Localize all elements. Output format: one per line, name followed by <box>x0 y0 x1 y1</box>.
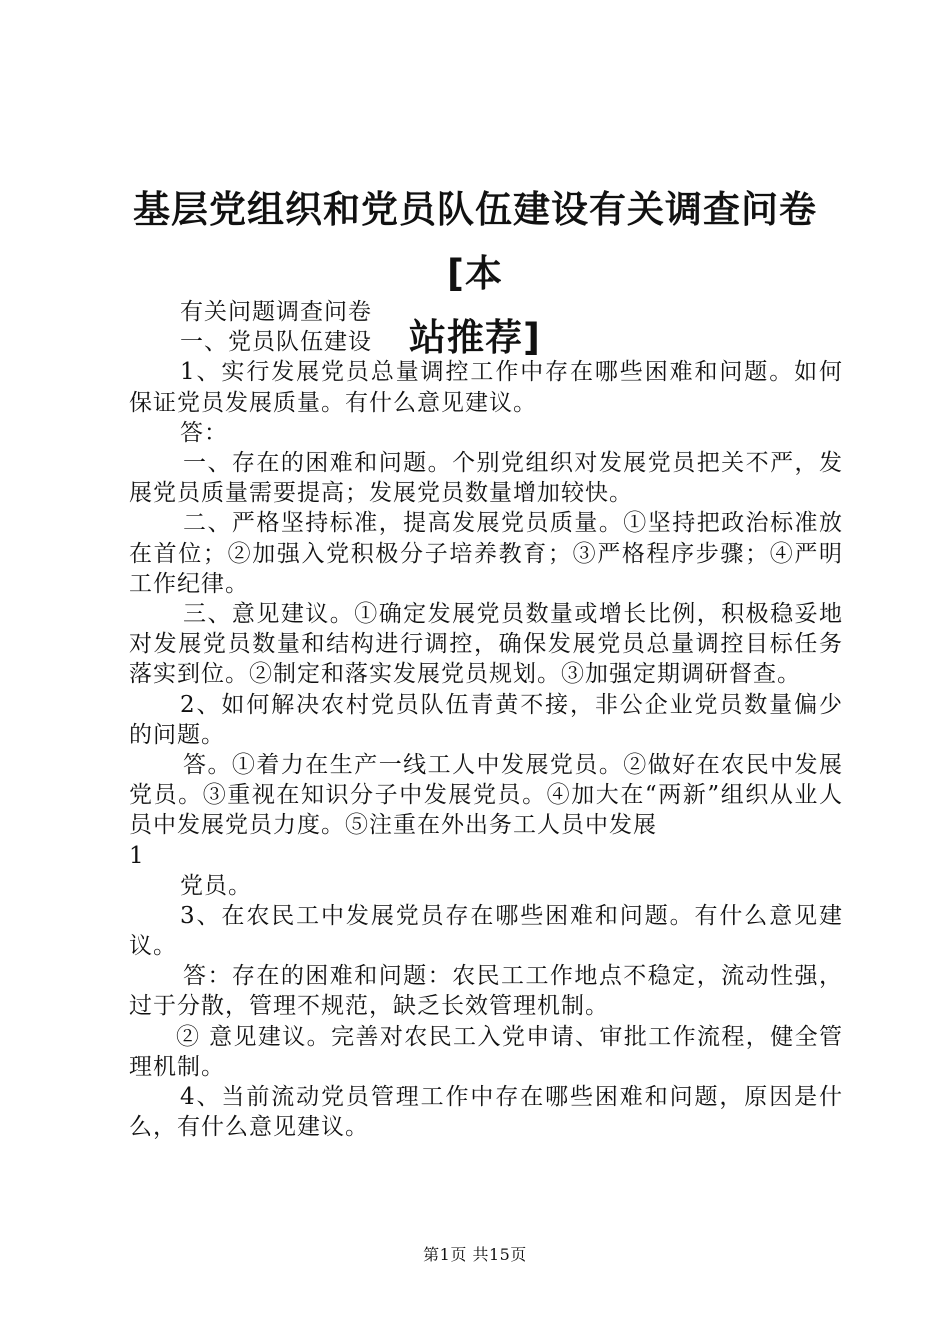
answer-paragraph: 二、严格坚持标准，提高发展党员质量。①坚持把政治标准放在首位；②加强入党积极分子培养教育；③严格程序步骤；④严明工作纪律。 <box>129 510 843 597</box>
question-paragraph: 1、实行发展党员总量调控工作中存在哪些困难和问题。如何保证党员发展质量。有什么意见建议。 <box>129 359 843 416</box>
answer-paragraph: 答。①着力在生产一线工人中发展党员。②做好在农民中发展党员。③重视在知识分子中发展党员。④加大在“两新”组织从业人员中发展党员力度。⑤注重在外出务工人员中发展 <box>129 752 843 839</box>
title-line-1: 基层党组织和党员队伍建设有关调查问卷[本 <box>133 188 817 295</box>
section-heading: 一、党员队伍建设 <box>180 329 372 356</box>
inline-page-number: 1 <box>129 842 144 869</box>
title-line-2: 站推荐] <box>409 316 541 359</box>
paragraph-continuation: 党员。 <box>180 872 252 899</box>
answer-paragraph: 三、意见建议。①确定发展党员数量或增长比例，积极稳妥地对发展党员数量和结构进行调控，确保发展党员总量调控目标任务落实到位。②制定和落实发展党员规划。③加强定期调研督查。 <box>129 601 843 688</box>
paragraph: 有关问题调查问卷 <box>180 299 372 325</box>
question-paragraph: 4、当前流动党员管理工作中存在哪些困难和问题，原因是什么，有什么意见建议。 <box>129 1084 843 1141</box>
answer-paragraph: 一、存在的困难和问题。个别党组织对发展党员把关不严，发展党员质量需要提高；发展党员数量增加较快。 <box>129 450 843 507</box>
question-paragraph: 2、如何解决农村党员队伍青黄不接，非公企业党员数量偏少的问题。 <box>129 691 843 748</box>
answer-paragraph: 答：存在的困难和问题：农民工工作地点不稳定，流动性强，过于分散，管理不规范，缺乏长效管理机制。 <box>129 963 843 1020</box>
question-paragraph: 3、在农民工中发展党员存在哪些困难和问题。有什么意见建议。 <box>129 902 843 960</box>
answer-paragraph: ② 意见建议。完善对农民工入党申请、审批工作流程，健全管理机制。 <box>129 1023 843 1080</box>
answer-label: 答： <box>180 419 228 446</box>
document-body <box>129 297 843 1142</box>
page-footer: 第1页 共15页 <box>423 1245 527 1264</box>
